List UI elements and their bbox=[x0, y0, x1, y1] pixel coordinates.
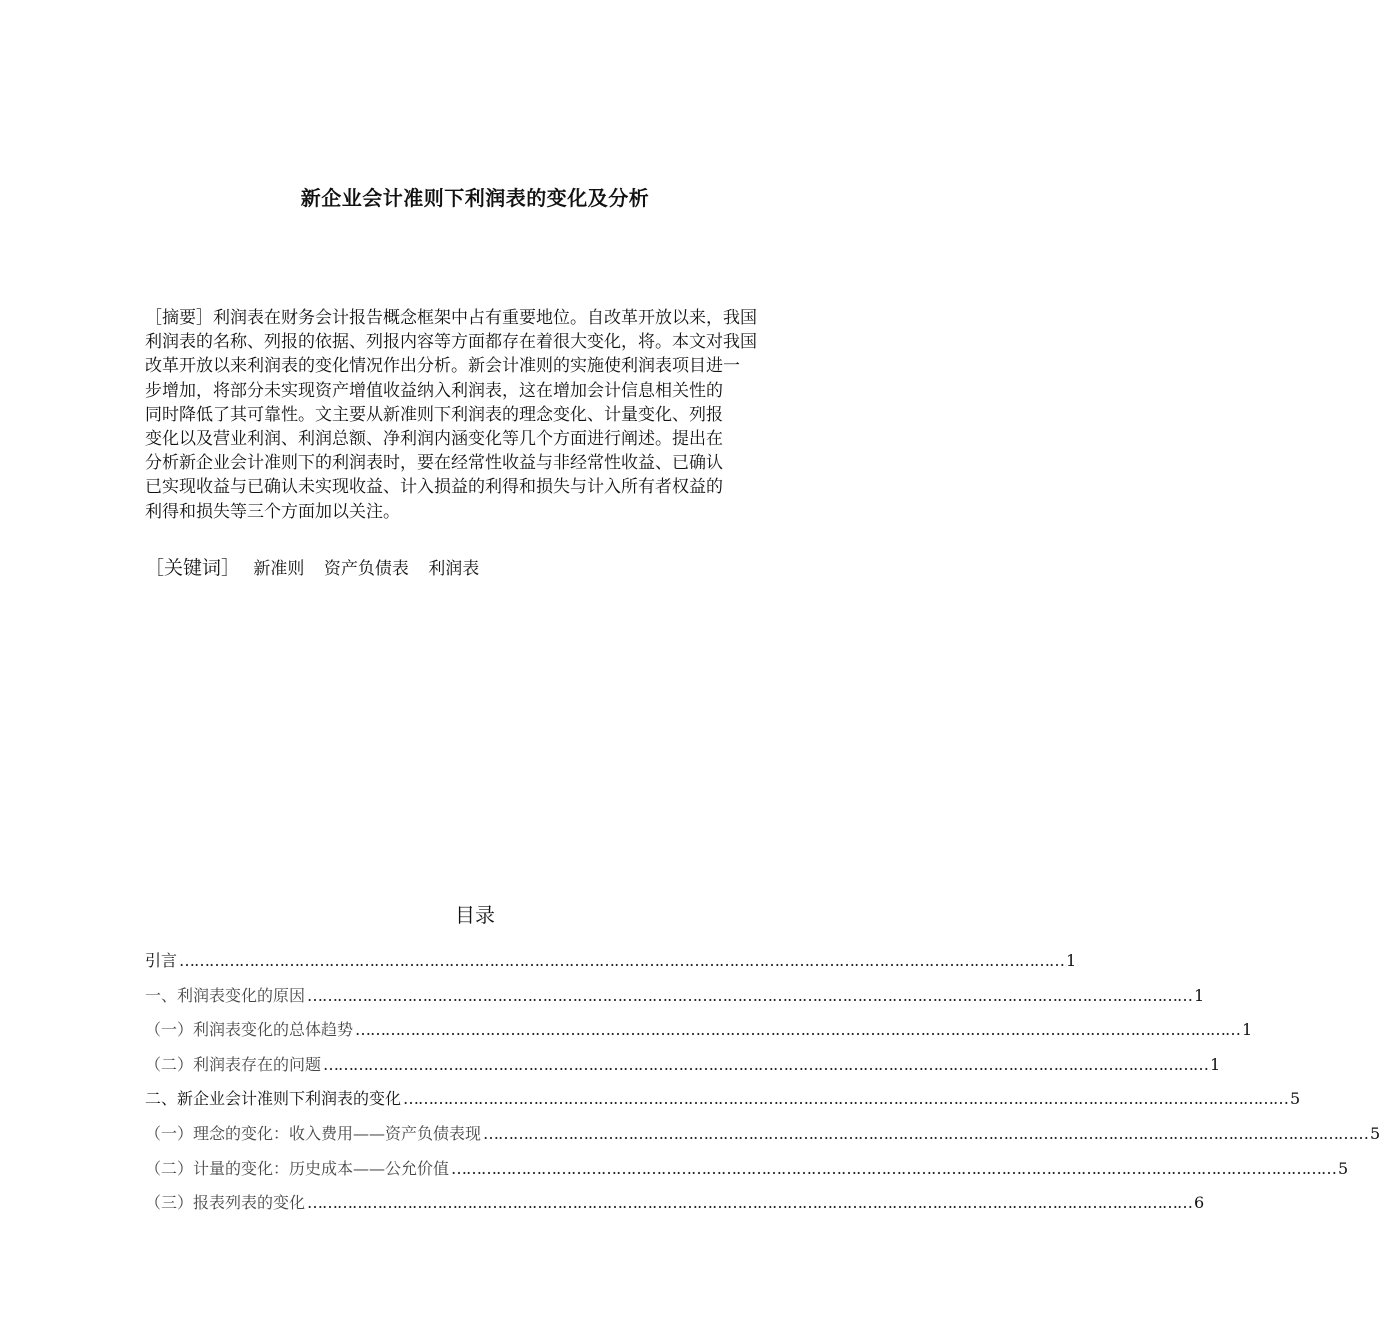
toc-page-number: 5 bbox=[1338, 1158, 1349, 1178]
abstract-line: 步增加，将部分未实现资产增值收益纳入利润表，这在增加会计信息相关性的 bbox=[145, 380, 723, 401]
toc-entry-label: 一、利润表变化的原因 bbox=[145, 985, 306, 1005]
toc-entry-label: （三）报表列表的变化 bbox=[145, 1193, 306, 1213]
keywords-label: ［关键词］ bbox=[145, 557, 241, 579]
toc-entry[interactable] bbox=[145, 1158, 1349, 1193]
toc-entry[interactable] bbox=[145, 1088, 1301, 1123]
toc-page-number: 5 bbox=[1290, 1089, 1301, 1109]
toc-title: 目录 bbox=[455, 903, 495, 927]
table-of-contents bbox=[145, 950, 1380, 1227]
toc-leader-dots: …………………………………………………………………………………………………………………………………………………………… bbox=[451, 1158, 1337, 1178]
abstract-line: 分析新企业会计准则下的利润表时，要在经常性收益与非经常性收益、已确认 bbox=[145, 453, 723, 474]
toc-leader-dots: …………………………………………………………………………………………………………………………………………………………… bbox=[179, 951, 1065, 970]
toc-entry-label: （一）理念的变化：收入费用——资产负债表现 bbox=[145, 1123, 482, 1143]
toc-page-number: 1 bbox=[1210, 1054, 1221, 1074]
toc-page-number: 6 bbox=[1194, 1193, 1205, 1213]
toc-entry-label: 二、新企业会计准则下利润表的变化 bbox=[145, 1089, 402, 1109]
toc-entry[interactable] bbox=[145, 1054, 1221, 1089]
toc-page-number: 1 bbox=[1066, 951, 1077, 970]
keyword: 新准则 bbox=[253, 559, 305, 579]
toc-leader-dots: …………………………………………………………………………………………………………………………………………………………… bbox=[355, 1020, 1241, 1040]
toc-leader-dots: …………………………………………………………………………………………………………………………………………………………… bbox=[307, 985, 1193, 1005]
toc-entry-label: （二）利润表存在的问题 bbox=[145, 1054, 322, 1074]
abstract-line: 利润表的名称、列报的依据、列报内容等方面都存在着很大变化，将。本文对我国 bbox=[145, 332, 757, 353]
toc-entry[interactable] bbox=[145, 1192, 1205, 1227]
toc-page-number: 5 bbox=[1370, 1123, 1380, 1143]
toc-entry-label: （一）利润表变化的总体趋势 bbox=[145, 1020, 354, 1040]
abstract-line: ［摘要］利润表在财务会计报告概念框架中占有重要地位。自改革开放以来，我国 bbox=[145, 308, 757, 328]
abstract-line: 变化以及营业利润、利润总额、净利润内涵变化等几个方面进行阐述。提出在 bbox=[145, 429, 723, 450]
toc-entry[interactable] bbox=[145, 1123, 1380, 1158]
toc-leader-dots: …………………………………………………………………………………………………………………………………………………………… bbox=[307, 1193, 1193, 1213]
abstract-line: 同时降低了其可靠性。文主要从新准则下利润表的理念变化、计量变化、列报 bbox=[145, 404, 723, 425]
toc-entry[interactable] bbox=[145, 950, 1077, 985]
abstract-line: 改革开放以来利润表的变化情况作出分析。新会计准则的实施使利润表项目进一 bbox=[145, 356, 740, 377]
toc-entry[interactable] bbox=[145, 1019, 1253, 1054]
keyword: 利润表 bbox=[428, 559, 480, 579]
keywords bbox=[145, 553, 493, 580]
toc-entry-label: （二）计量的变化：历史成本——公允价值 bbox=[145, 1158, 450, 1178]
abstract bbox=[145, 306, 805, 524]
toc-leader-dots: …………………………………………………………………………………………………………………………………………………………… bbox=[323, 1054, 1209, 1074]
document-title: 新企业会计准则下利润表的变化及分析 bbox=[300, 186, 650, 210]
toc-page-number: 1 bbox=[1242, 1020, 1253, 1040]
toc-page-number: 1 bbox=[1194, 985, 1205, 1005]
abstract-line: 利得和损失等三个方面加以关注。 bbox=[145, 501, 400, 522]
toc-leader-dots: …………………………………………………………………………………………………………………………………………………………… bbox=[403, 1089, 1289, 1109]
toc-entry[interactable] bbox=[145, 985, 1205, 1020]
keyword: 资产负债表 bbox=[323, 559, 409, 579]
toc-leader-dots: …………………………………………………………………………………………………………………………………………………………… bbox=[483, 1123, 1369, 1143]
abstract-line: 已实现收益与已确认未实现收益、计入损益的利得和损失与计入所有者权益的 bbox=[145, 477, 723, 498]
toc-entry-label: 引言 bbox=[145, 951, 178, 970]
